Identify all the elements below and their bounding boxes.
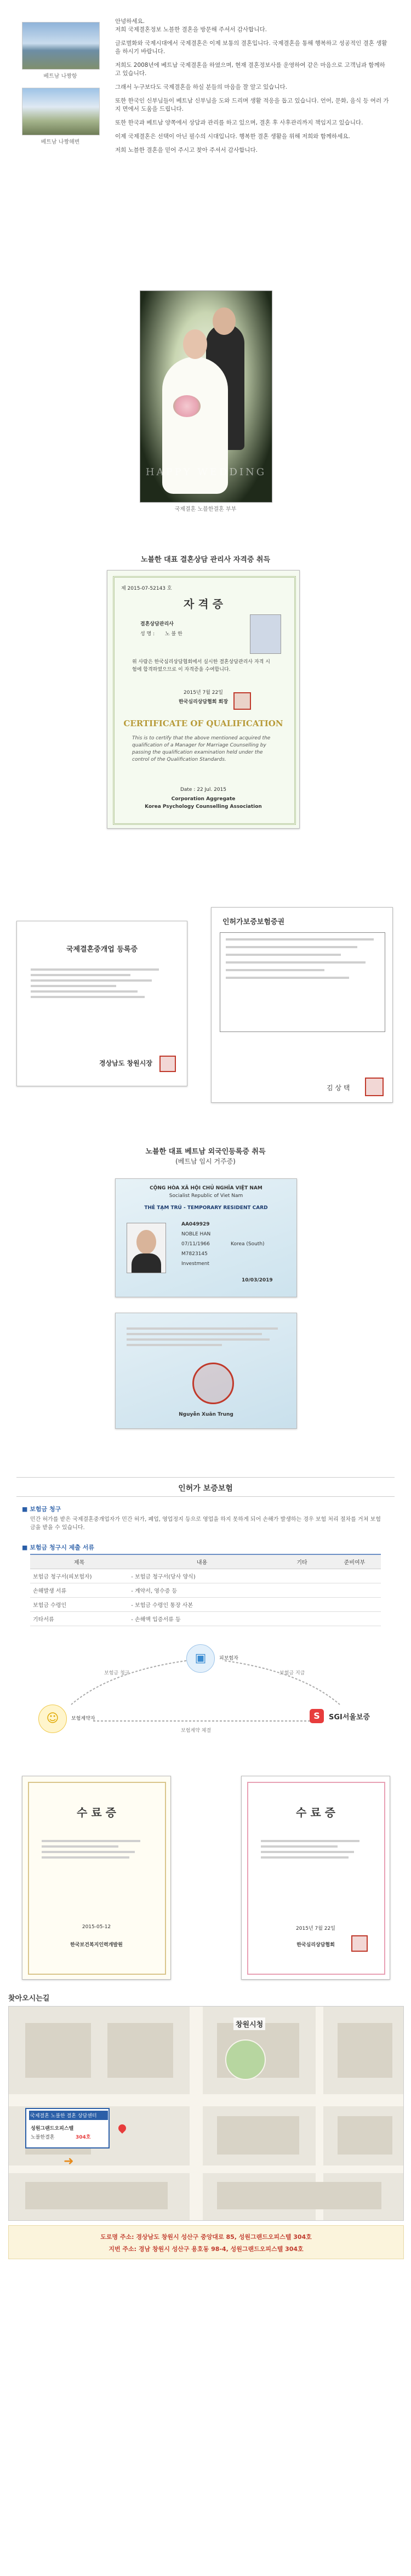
intro-paragraph: 또한 한국인 신부님들이 베트남 신부님을 도와 드리며 생활 적응을 돕고 있습니다. 언어, 문화, 음식 등 여러 가지 면에서 도움을 드립니다. [115, 98, 389, 112]
insurance-doc-title: 인허가보증보험증권 [222, 918, 285, 926]
cert-date: 2015년 7월 22일 [184, 690, 223, 696]
left-cert-lines [42, 1837, 151, 1862]
location-heading: 찾아오시는길 [8, 1994, 50, 2003]
card-photo-face [136, 1230, 156, 1254]
completion-certificate-left [22, 1776, 171, 1980]
table-row [30, 1569, 381, 1583]
flow-company-label: SGI서울보증 [329, 1713, 370, 1722]
card-name: NOBLE HAN [181, 1232, 211, 1237]
flow-label-claim: 보험금 청구 [104, 1671, 130, 1676]
card-back-signer: Nguyễn Xuân Trung [179, 1412, 233, 1417]
insurance-doc-seal [365, 1078, 384, 1096]
insurance-flow-diagram [22, 1639, 389, 1748]
address-road: 도로명 주소: 경상남도 창원시 성산구 중앙대로 85, 성원그랜드오피스텔 304호 [100, 2233, 312, 2241]
card-dob: 07/11/1966 [181, 1241, 210, 1247]
cert-photo [250, 614, 281, 654]
right-cert-title: 수 료 증 [296, 1806, 335, 1819]
docs-heading-text: 보험금 청구시 제출 서류 [30, 1544, 94, 1551]
card-passport: M7823145 [181, 1251, 208, 1257]
col-header: 제목 [30, 1554, 128, 1569]
beach-photo [22, 88, 100, 135]
sgi-logo-icon: S [310, 1709, 324, 1723]
cert-title-en: CERTIFICATE OF QUALIFICATION [123, 719, 283, 728]
table-cell [276, 1598, 328, 1612]
table-cell [328, 1569, 381, 1583]
table-cell: 보험금 청구서(피보험자) [30, 1569, 128, 1583]
bouquet [173, 395, 201, 417]
completion-certificate-right [241, 1776, 390, 1980]
card-validity: 10/03/2019 [242, 1278, 273, 1283]
location-map [8, 2006, 404, 2221]
cert-date-en: Date : 22 Jul. 2015 [180, 787, 227, 793]
intro-paragraph: 저희도 2008년에 베트남 국제결혼을 하였으며, 현재 결혼정보사를 운영하여 같은 마음으로 고객님과 함께하고 있습니다. [115, 62, 385, 77]
table-row [30, 1612, 381, 1626]
wedding-photo [140, 290, 272, 503]
flow-label-pay: 보험금 지급 [279, 1671, 305, 1676]
left-cert-org: 한국보건복지인력개발원 [70, 1942, 123, 1948]
intro-greeting: 안녕하세요. [115, 18, 145, 25]
table-row [30, 1583, 381, 1598]
claim-docs-table [30, 1554, 381, 1626]
docs-heading [22, 1543, 94, 1552]
groom-head [213, 307, 236, 335]
resident-section-subtitle: (베트남 임시 거주증) [175, 1158, 236, 1165]
right-cert-org: 한국심리상담협회 [296, 1942, 335, 1948]
consumer-icon: ☺ [38, 1705, 67, 1733]
flow-label-contract: 보험계약 체결 [181, 1728, 212, 1734]
cert-org: 한국심리상담협회 회장 [178, 699, 229, 705]
flow-insured-label: 피보험자 [219, 1656, 238, 1661]
insurance-doc-table [220, 932, 385, 1032]
city-hall-label: 창원시청 [233, 2018, 265, 2030]
table-header-row [30, 1554, 381, 1569]
cert-title-ko: 자 격 증 [184, 597, 223, 611]
table-cell [276, 1569, 328, 1583]
table-cell [276, 1583, 328, 1598]
cert-number: 제 2015-07-52143 호 [121, 586, 172, 591]
table-cell: - 손해액 입증서류 등 [128, 1612, 276, 1626]
wedding-caption: 국제결혼 노블한결혼 부부 [174, 506, 237, 512]
intro-paragraph: 또한 한국과 베트남 양쪽에서 상담과 관리를 하고 있으며, 결혼 후 사후관리까지 책임지고 있습니다. [115, 119, 363, 126]
col-header: 기타 [276, 1554, 328, 1569]
table-cell: 손해발생 서류 [30, 1583, 128, 1598]
right-cert-date: 2015년 7월 22일 [296, 1926, 335, 1931]
left-cert-title: 수 료 증 [77, 1806, 116, 1819]
card-back-lines [127, 1324, 286, 1349]
office-room: 304호 [76, 2135, 91, 2140]
intro-paragraph: 그래서 누구보다도 국제결혼을 하실 분들의 마음을 잘 알고 있습니다. [115, 84, 288, 90]
right-cert-seal [351, 1935, 368, 1952]
resident-card-front [115, 1178, 297, 1297]
office-info-box [25, 2108, 110, 2148]
cert-name: 노 블 한 [165, 631, 182, 637]
registration-office: 경상남도 창원시장 [99, 1059, 152, 1067]
table-cell [328, 1598, 381, 1612]
insurance-heading: 인허가 보증보험 [178, 1484, 233, 1493]
harbor-photo-caption: 베트남 나짱항 [43, 73, 77, 79]
harbor-photo [22, 22, 100, 70]
left-cert-date: 2015-05-12 [82, 1924, 111, 1930]
col-header: 준비여부 [328, 1554, 381, 1569]
docs-bullet-icon: ■ [22, 1544, 30, 1551]
registration-seal [159, 1056, 176, 1072]
registration-lines [31, 965, 173, 1001]
card-purpose: Investment [181, 1261, 209, 1267]
claim-heading [22, 1504, 61, 1513]
cert-body-en: This is to certify that the above mentioned acquired the qualification of a Manager for Marriage Counselling by passing the qualification examination held under the control of the Qualification Standards. [132, 736, 271, 762]
cert-seal [233, 692, 251, 710]
wedding-watermark: HAPPY WEDDING [145, 466, 267, 478]
card-country: CỘNG HÒA XÃ HỘI CHỦ NGHĨA VIỆT NAM [150, 1186, 262, 1191]
card-motto: Socialist Republic of Viet Nam [169, 1193, 243, 1199]
map-pin-icon [117, 2123, 128, 2134]
marriage-broker-registration [16, 921, 187, 1086]
cert-name-label: 성 명 : [140, 631, 155, 637]
cert-body: 위 사람은 한국심리상담협회에서 실시한 결혼상담관리사 자격 시험에 합격하였으므로 이 자격증을 수여합니다. [132, 659, 270, 673]
cert-field: 결혼상담관리사 [140, 622, 174, 627]
claim-text: 민간 허가를 받은 국제결혼중개업자가 민간 허가, 폐업, 영업정지 등으로 영업을 하지 못하게 되어 손해가 발생하는 경우 보험 처리 절차를 거쳐 보험금을 받을 수 있습니다. [30, 1517, 381, 1531]
flow-consumer-label: 보험계약자 [71, 1716, 95, 1722]
office-building: 성원그랜드오피스텔 [31, 2126, 74, 2132]
table-cell: 보험금 수령인 [30, 1598, 128, 1612]
cert-section-title: 노블한 대표 결혼상담 관리사 자격증 취득 [140, 556, 271, 564]
table-cell [328, 1612, 381, 1626]
office-pin-tag: 국제결혼 노블한 결혼 상담센터 [29, 2111, 108, 2120]
intro-text [115, 18, 389, 160]
card-number: AA049929 [181, 1222, 210, 1227]
address-banner [8, 2225, 404, 2259]
table-cell [328, 1583, 381, 1598]
intro-paragraph: 저희 국제결혼정보 노블한 결혼을 방문해 주셔서 감사합니다. [115, 26, 267, 33]
col-header: 내용 [128, 1554, 276, 1569]
claim-heading-text: 보험금 청구 [30, 1506, 61, 1513]
card-back-seal [192, 1363, 234, 1404]
insured-icon: ▣ [186, 1644, 215, 1673]
resident-card-back [115, 1313, 297, 1429]
map-arrow-icon: ➜ [64, 2155, 74, 2168]
address-lot: 지번 주소: 경남 창원시 성산구 용호동 98-4, 성원그랜드오피스텔 304호 [109, 2246, 304, 2253]
table-cell: 기타서류 [30, 1612, 128, 1626]
table-cell: - 계약서, 영수증 등 [128, 1583, 276, 1598]
card-photo [127, 1223, 166, 1273]
insurance-divider [16, 1477, 395, 1478]
right-cert-lines [261, 1837, 370, 1862]
cert-org-en2: Korea Psychology Counselling Association [145, 804, 262, 810]
insurance-doc-sign: 김 상 택 [327, 1084, 350, 1092]
insurance-divider-bottom [16, 1496, 395, 1497]
intro-paragraph: 저희 노블한 결혼을 믿어 주시고 찾아 주셔서 감사합니다. [115, 147, 258, 153]
table-row [30, 1598, 381, 1612]
card-photo-body [132, 1253, 161, 1273]
cert-org-en: Corporation Aggregate [171, 796, 236, 802]
claim-bullet-icon: ■ [22, 1506, 30, 1513]
office-label: 노블한결혼 [31, 2135, 55, 2140]
card-nationality: Korea (South) [231, 1241, 265, 1247]
intro-paragraph: 글로벌화와 국제시대에서 국제결혼은 이제 보통의 결혼입니다. 국제결혼을 통해 행복하고 성공적인 결혼 생활을 하시기 바랍니다. [115, 40, 387, 55]
city-hall-rotary [225, 2039, 266, 2080]
table-cell: - 보험금 청구서(당사 양식) [128, 1569, 276, 1583]
table-cell: - 보험금 수령인 통장 사본 [128, 1598, 276, 1612]
license-guarantee-insurance [211, 907, 393, 1103]
beach-photo-caption: 베트남 나짱해변 [41, 139, 80, 145]
qualification-certificate [107, 570, 300, 829]
registration-title: 국제결혼중개업 등록증 [66, 945, 138, 954]
intro-paragraph: 이제 국제결혼은 선택이 아닌 필수의 시대입니다. 행복한 결혼 생활을 위해 저희와 함께하세요. [115, 133, 350, 140]
bride-head [183, 329, 207, 359]
table-cell [276, 1612, 328, 1626]
resident-section-title: 노블한 대표 베트남 외국인등록증 취득 [145, 1148, 266, 1156]
card-title: THẺ TẠM TRÚ - TEMPORARY RESIDENT CARD [144, 1205, 268, 1211]
